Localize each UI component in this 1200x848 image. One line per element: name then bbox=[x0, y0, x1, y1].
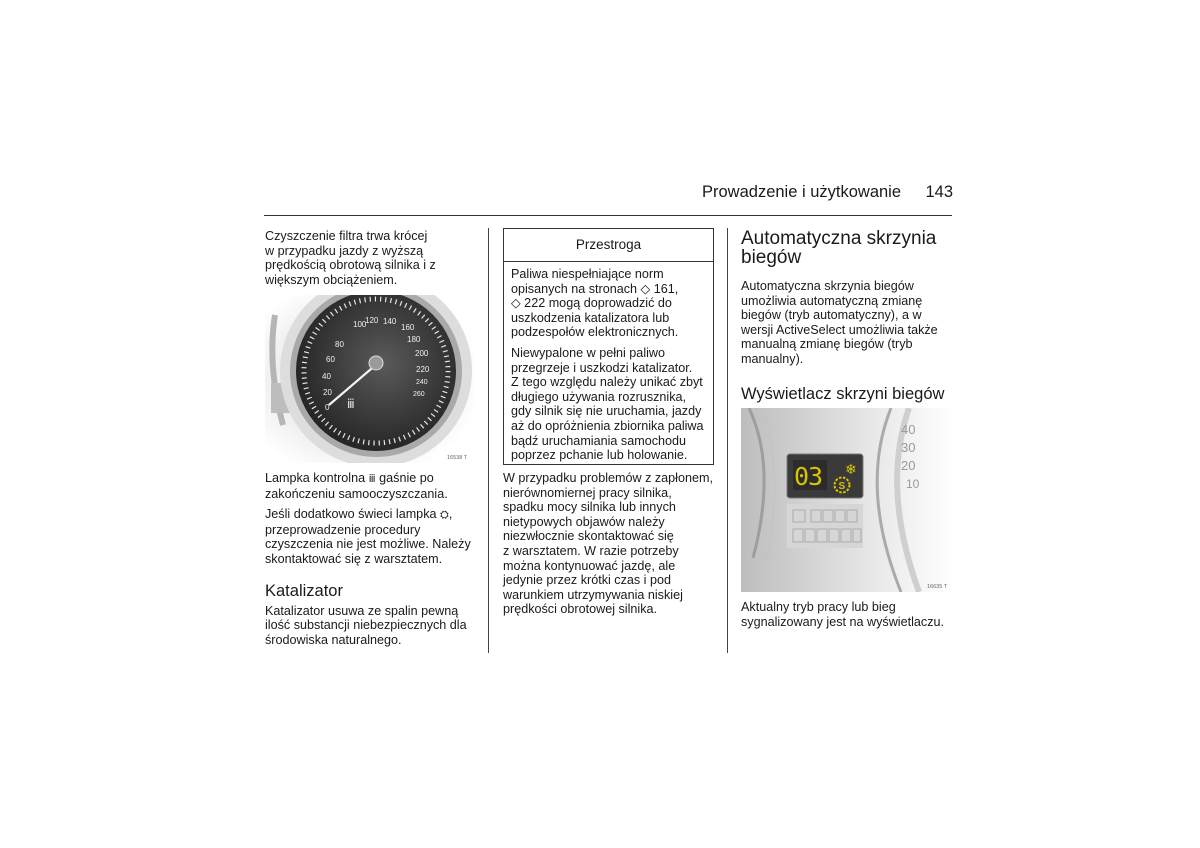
particle-filter-icon: ⅲ bbox=[347, 397, 355, 411]
lamp-text-2b: , przeprowadzenie procedury czyszczenia nie jest możliwe. Należy skontaktować się z warsztatem. bbox=[265, 507, 471, 566]
gear-display-caption: Aktualny tryb pracy lub bieg sygnalizowany jest na wyświetlaczu. bbox=[741, 600, 944, 629]
gauge-tick-20: 20 bbox=[901, 458, 916, 473]
gear-display-heading: Wyświetlacz skrzyni biegów bbox=[741, 384, 945, 403]
lamp-text-1a: Lampka kontrolna bbox=[265, 471, 366, 485]
tick-200: 200 bbox=[415, 349, 429, 358]
gauge-tick-10: 10 bbox=[906, 477, 920, 491]
tick-60: 60 bbox=[326, 355, 335, 364]
page-number: 143 bbox=[925, 183, 953, 201]
column-1-lower bbox=[265, 471, 480, 653]
speedometer-illustration bbox=[265, 295, 473, 463]
tick-140: 140 bbox=[383, 317, 397, 326]
tick-80: 80 bbox=[335, 340, 344, 349]
tick-40: 40 bbox=[322, 372, 331, 381]
tick-260: 260 bbox=[413, 391, 425, 398]
gear-indicator: 03 bbox=[794, 462, 823, 491]
automatic-gearbox-text: Automatyczna skrzynia biegów umożliwia automatyczną zmianę biegów (tryb automatyczny), a w wersji ActiveSelect umożliwia także manualną zmianę biegów (tryb manualny). bbox=[741, 279, 938, 366]
katalizator-heading: Katalizator bbox=[265, 581, 343, 600]
lamp-text-2a: Jeśli dodatkowo świeci lampka bbox=[265, 507, 437, 522]
tick-100: 100 bbox=[353, 320, 367, 329]
ignition-problems-text: W przypadku problemów z zapłonem, nierównomiernej pracy silnika, spadku mocy silnika lub innych nietypowych objawów należy niezwłocznie skontaktować się z warsztatem. W razie potrzeby można kontynuować jazdę, ale jedynie przez krótki czas i pod warunkiem utrzymywania niskiej prędkości obrotowej silnika. bbox=[503, 471, 713, 617]
katalizator-text: Katalizator usuwa ze spalin pewną ilość substancji niebezpiecznych dla środowiska naturalnego. bbox=[265, 603, 467, 647]
header-rule bbox=[264, 215, 952, 216]
tick-160: 160 bbox=[401, 323, 415, 332]
lamp-paragraph-2 bbox=[265, 507, 480, 566]
warning-paragraph-2: Niewypalone w pełni paliwo przegrzeje i uszkodzi katalizator. Z tego względu należy unikać zbyt długiego używania rozrusznika, gdy silnik się nie uruchamia, jazdy aż do opróżnienia zbiornika paliwa bądź uruchamiania samochodu poprzez pchanie lub holowanie. bbox=[511, 345, 704, 463]
lamp-paragraph-1 bbox=[265, 471, 480, 501]
section-title: Prowadzenie i użytkowanie bbox=[702, 183, 902, 201]
lamp-text-1b: gaśnie po zakończeniu samooczyszczania. bbox=[265, 471, 448, 501]
engine-service-icon: ⛭ bbox=[440, 509, 449, 522]
column-3-lower bbox=[741, 600, 953, 635]
figure-code: 16635 T bbox=[927, 584, 948, 590]
tick-120: 120 bbox=[365, 316, 379, 325]
filter-cleaning-text: Czyszczenie filtra trwa krócej w przypadku jazdy z wyższą prędkością obrotową silnika i z większym obciążeniem. bbox=[265, 229, 436, 287]
particle-filter-icon: ⅲ bbox=[368, 473, 376, 485]
gear-display-illustration bbox=[741, 408, 953, 592]
warning-body bbox=[504, 262, 713, 463]
page-header bbox=[700, 183, 953, 207]
warning-paragraph-1: Paliwa niespełniające norm opisanych na stronach ◇ 161, ◇ 222 mogą doprowadzić do uszkodzenia katalizatora lub podzespołów elektronicznych. bbox=[511, 267, 679, 340]
gear-display-figure bbox=[741, 408, 953, 592]
gauge-tick-30: 30 bbox=[901, 440, 916, 455]
snowflake-icon: ❄ bbox=[845, 462, 857, 478]
warning-box bbox=[503, 228, 714, 465]
tick-0: 0 bbox=[325, 403, 330, 412]
speedometer-figure bbox=[265, 295, 473, 463]
gauge-tick-40: 40 bbox=[901, 422, 916, 437]
column-divider-2 bbox=[727, 228, 728, 653]
warning-title: Przestroga bbox=[504, 229, 713, 262]
tick-20: 20 bbox=[323, 388, 332, 397]
column-3 bbox=[741, 229, 953, 409]
tick-240: 240 bbox=[416, 379, 428, 386]
column-1 bbox=[265, 229, 480, 293]
tick-220: 220 bbox=[416, 365, 430, 374]
automatic-gearbox-heading: Automatyczna skrzynia biegów bbox=[741, 228, 937, 268]
tick-180: 180 bbox=[407, 335, 421, 344]
figure-code: 16538 T bbox=[447, 455, 468, 461]
sport-mode-icon: S bbox=[838, 481, 846, 492]
column-divider-1 bbox=[488, 228, 489, 653]
column-2-lower bbox=[503, 471, 725, 623]
